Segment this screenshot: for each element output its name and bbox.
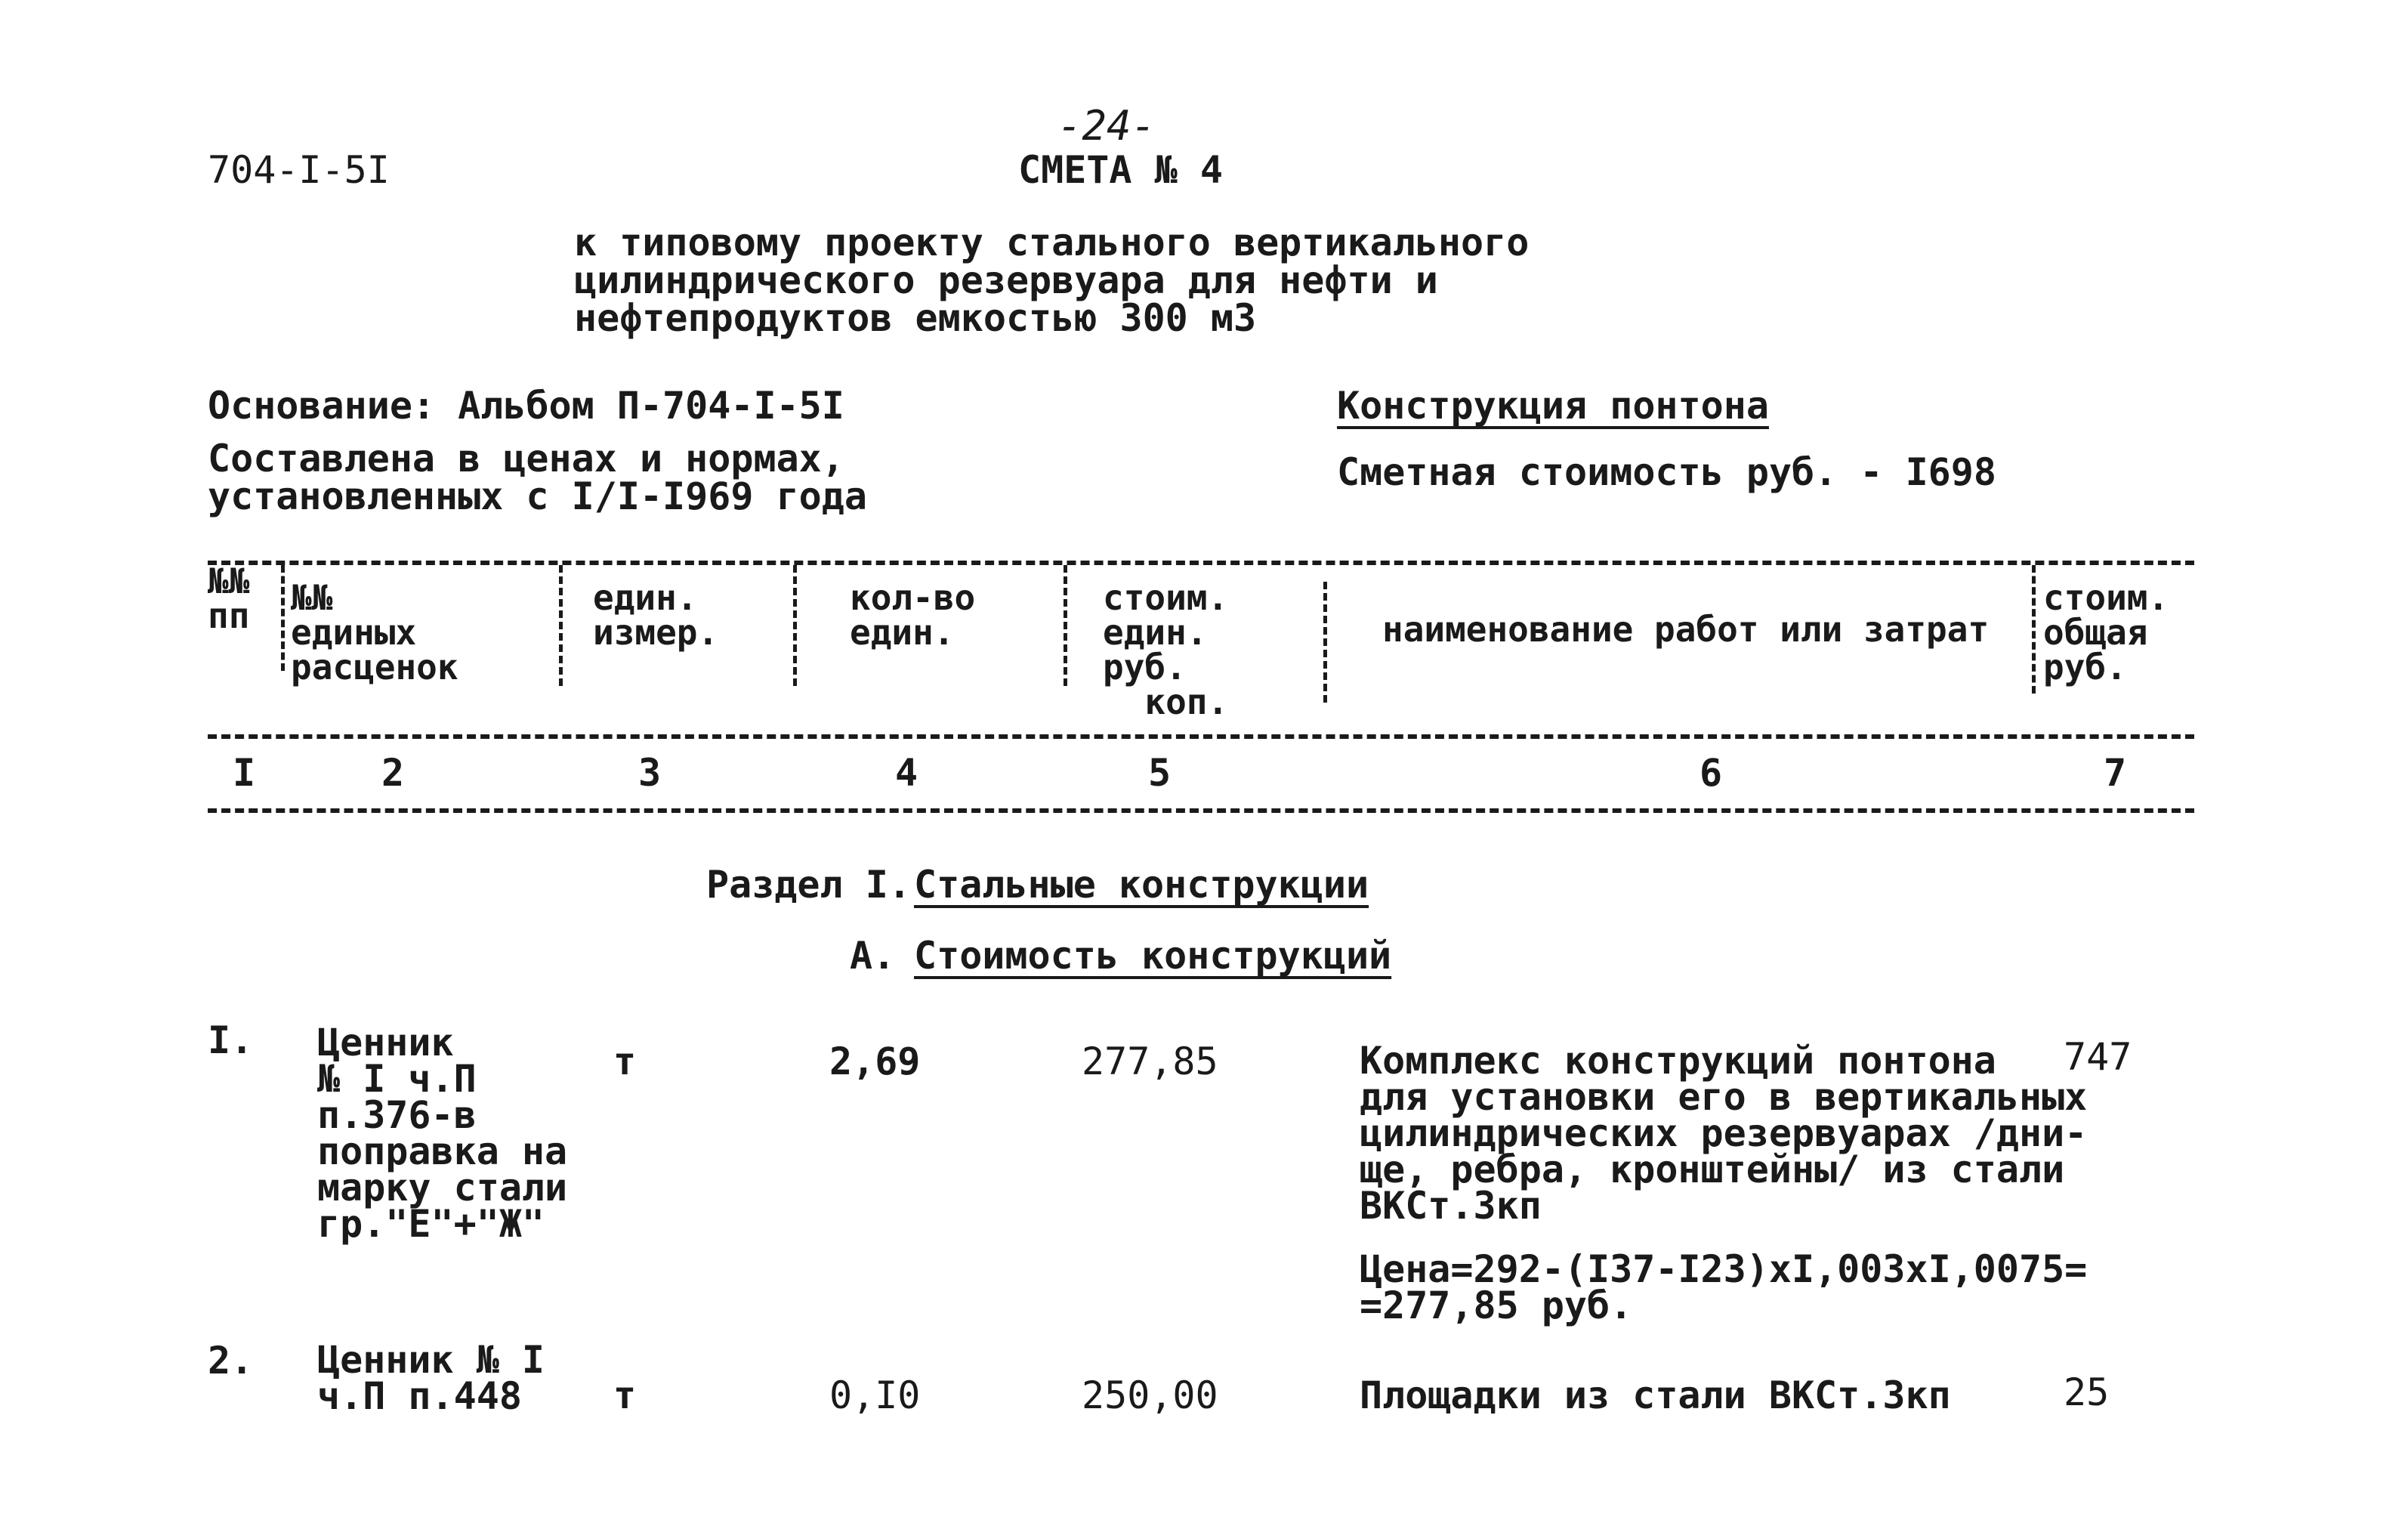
- subsection-label: А.: [850, 934, 896, 978]
- column-header-number: №№ пп: [208, 561, 250, 636]
- table-row-number: 2.: [208, 1339, 254, 1383]
- table-row-rate: Ценник № I ч.П п.448: [317, 1338, 545, 1418]
- section-label: Раздел I.: [706, 863, 911, 907]
- numbers-bottom-rule: [208, 808, 2194, 813]
- column-header-total: стоим. общая руб.: [2043, 577, 2169, 687]
- table-row-quantity: 0,I0: [829, 1373, 921, 1417]
- table-row-unit: т: [613, 1040, 637, 1083]
- column-header-unit-cost: стоим. един. руб. коп.: [1103, 577, 1229, 722]
- section-title: Стальные конструкции: [914, 863, 1369, 907]
- column-divider: [793, 565, 797, 686]
- table-row-number: I.: [208, 1018, 254, 1062]
- table-row-rate: Ценник № I ч.П п.376-в поправка на марку стали гр."Е"+"Ж": [317, 1021, 568, 1246]
- column-divider: [2032, 565, 2036, 694]
- column-header-rate: №№ единых расценок: [291, 577, 458, 687]
- column-number: 6: [1699, 751, 1723, 795]
- table-row-quantity: 2,69: [829, 1040, 921, 1083]
- table-row-description: Комплекс конструкций понтона для установки его в вертикальных цилиндрических резервуарах /дни- ще, ребра, кронштейны/ из стали ВКСт.3кп: [1360, 1039, 2088, 1228]
- table-row-total: 747: [2064, 1035, 2132, 1079]
- column-number: 4: [895, 751, 918, 795]
- table-top-rule: [208, 561, 2194, 565]
- column-number: 3: [638, 751, 662, 795]
- header-bottom-rule: [208, 734, 2194, 739]
- construction-title: Конструкция понтона: [1337, 384, 1769, 428]
- prices-note: Составлена в ценах и нормах, установленных с I/I-I969 года: [208, 437, 867, 518]
- column-divider: [559, 565, 563, 686]
- table-row-unit-cost: 250,00: [1082, 1373, 1218, 1417]
- table-row-total: 25: [2064, 1370, 2110, 1414]
- table-row-unit-cost: 277,85: [1082, 1040, 1218, 1083]
- column-header-quantity: кол-во един.: [850, 577, 976, 653]
- estimated-cost: Сметная стоимость руб. - I698: [1337, 450, 1996, 494]
- document-title: СМЕТА № 4: [1018, 148, 1223, 192]
- column-divider: [1323, 582, 1327, 703]
- table-row-price-note: Цена=292-(I37-I23)хI,003хI,0075= =277,85 руб.: [1360, 1247, 2088, 1327]
- table-row-description: Площадки из стали ВКСт.3кп: [1360, 1373, 1951, 1417]
- column-number: 7: [2104, 751, 2127, 795]
- column-number: 5: [1148, 751, 1172, 795]
- column-divider: [1064, 565, 1067, 686]
- column-number: I: [233, 751, 256, 795]
- basis-line: Основание: Альбом П-704-I-5I: [208, 384, 844, 428]
- column-header-unit: един. измер.: [593, 577, 719, 653]
- page-number: -24-: [1057, 102, 1156, 150]
- document-code: 704-I-5I: [208, 148, 390, 192]
- column-header-description: наименование работ или затрат: [1382, 609, 1990, 650]
- column-divider: [281, 565, 285, 671]
- column-number: 2: [381, 751, 405, 795]
- document-subtitle: к типовому проекту стального вертикального цилиндрического резервуара для нефти и нефтепродуктов емкостью 300 м3: [574, 221, 1530, 340]
- subsection-title: Стоимость конструкций: [914, 934, 1392, 978]
- table-row-unit: т: [613, 1373, 637, 1417]
